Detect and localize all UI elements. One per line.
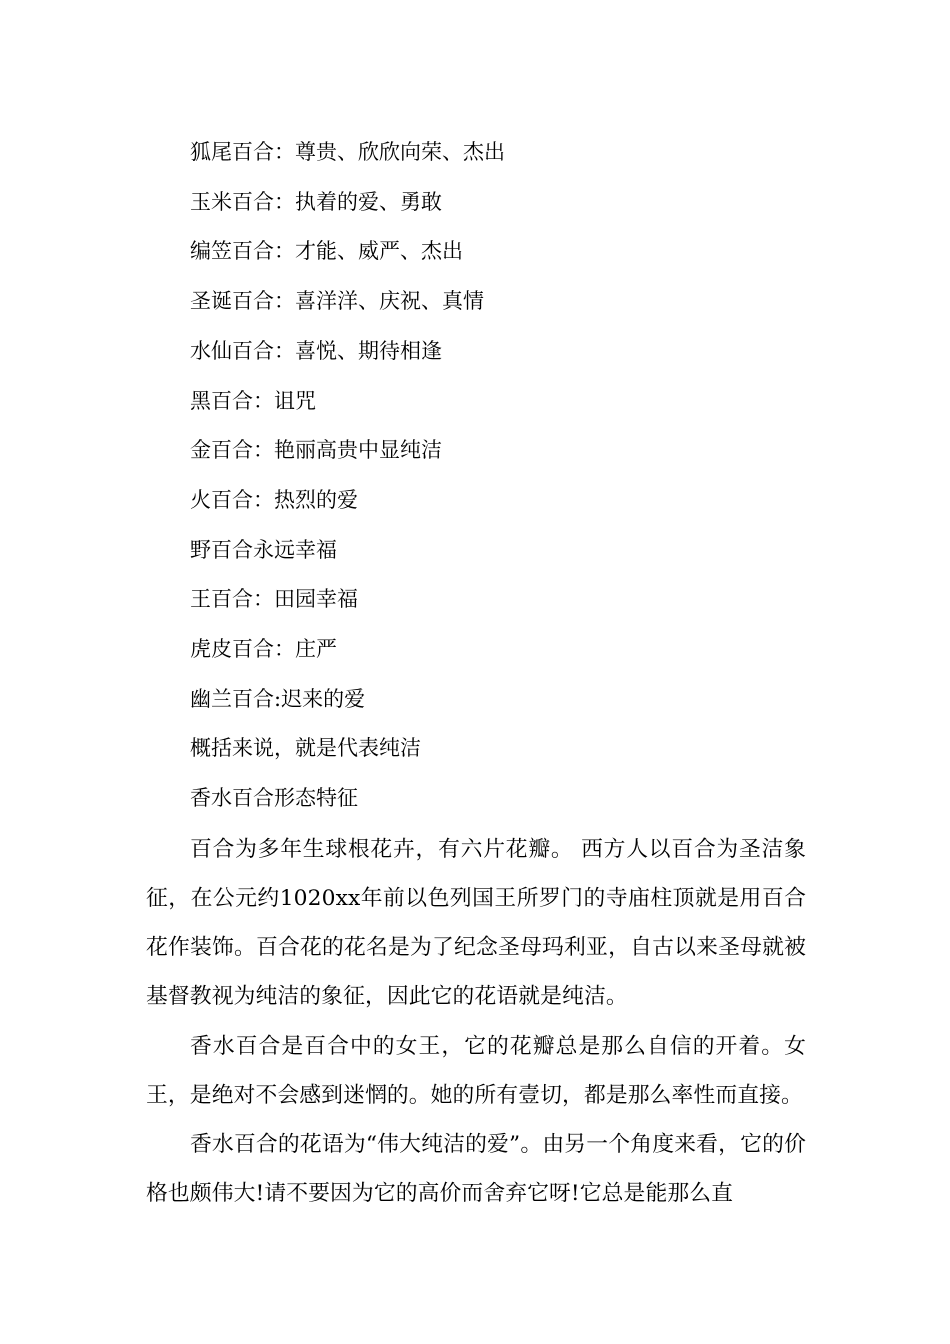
text-line: 王百合：田园幸福	[190, 587, 358, 612]
text-line: 编笠百合：才能、威严、杰出	[190, 239, 463, 264]
body-paragraph: 香水百合是百合中的女王，它的花瓣总是那么自信的开着。女王，是绝对不会感到迷惘的。她的所有壹切，都是那么率性而直接。	[146, 1033, 806, 1108]
text-line: 野百合永远幸福	[190, 537, 337, 562]
text-line: 火百合：热烈的爱	[190, 487, 358, 512]
text-line: 幽兰百合:迟来的爱	[190, 686, 366, 711]
body-paragraph: 百合为多年生球根花卉，有六片花瓣。 西方人以百合为圣洁象征，在公元约1020xx年前以色列国王所罗门的寺庙柱顶就是用百合花作装饰。百合花的花名是为了纪念圣母玛利亚，自古以来圣母就被基督教视为纯洁的象征，因此它的花语就是纯洁。	[146, 836, 806, 1010]
body-paragraph: 香水百合的花语为“伟大纯洁的爱”。由另一个角度来看，它的价格也颇伟大!请不要因为它的高价而舍弃它呀!它总是能那么直	[146, 1132, 806, 1207]
section-heading: 香水百合形态特征	[190, 786, 358, 811]
text-line: 圣诞百合：喜洋洋、庆祝、真情	[190, 289, 484, 314]
document-body	[146, 128, 806, 1218]
text-line: 虎皮百合：庄严	[190, 637, 337, 662]
text-line: 金百合：艳丽高贵中显纯洁	[190, 438, 442, 463]
text-line: 水仙百合：喜悦、期待相逢	[190, 338, 442, 363]
text-line: 概括来说，就是代表纯洁	[190, 736, 421, 761]
text-line: 黑百合：诅咒	[190, 388, 316, 413]
text-line: 玉米百合：执着的爱、勇敢	[190, 189, 442, 214]
text-line: 狐尾百合：尊贵、欣欣向荣、杰出	[190, 140, 505, 164]
